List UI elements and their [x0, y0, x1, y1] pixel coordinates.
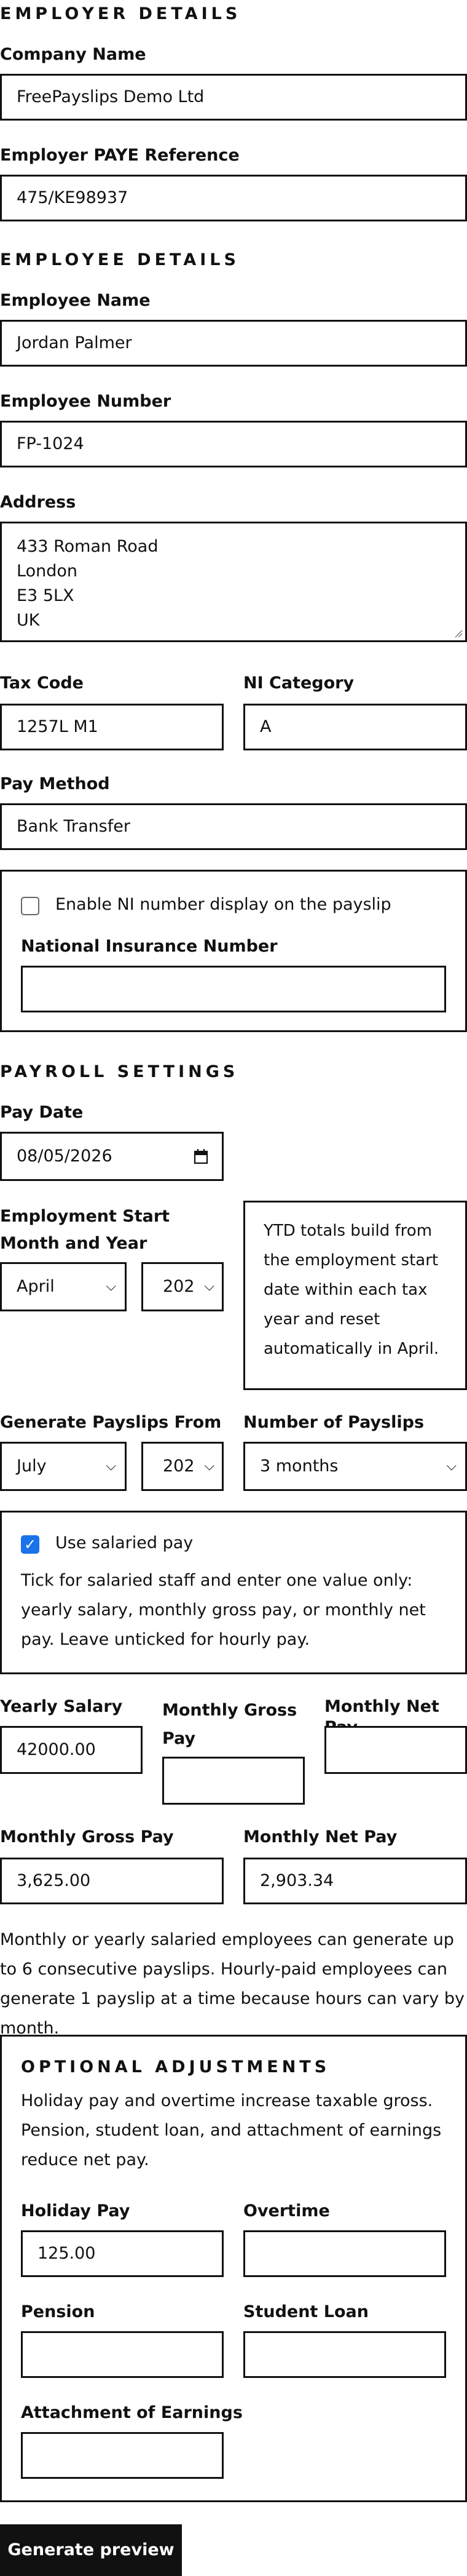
salaried-pay-checkbox[interactable] — [21, 1535, 39, 1554]
monthly-gross-field[interactable] — [0, 1858, 224, 1904]
holiday-pay-value: 125.00 — [37, 2244, 96, 2264]
employee-name-field[interactable] — [0, 320, 467, 367]
address-line: UK — [17, 611, 40, 630]
employer-details-heading: EMPLOYER DETAILS — [0, 4, 241, 23]
generate-from-year-value: 202 — [163, 1457, 195, 1476]
monthly-gross-label: Monthly Gross Pay — [0, 1827, 174, 1847]
attachment-of-earnings-label: Attachment of Earnings — [21, 2403, 243, 2422]
company-name-field[interactable] — [0, 74, 467, 121]
payslip-limit-note: Monthly or yearly salaried employees can generate up to 6 consecutive payslips. Hourly-paid employees can generate 1 payslip at a time because hours can vary by month. — [0, 1930, 465, 2038]
employee-name-value: Jordan Palmer — [17, 333, 132, 353]
monthly-net-input-field[interactable] — [324, 1726, 467, 1774]
employee-number-label: Employee Number — [0, 392, 171, 411]
monthly-net-value: 2,903.34 — [260, 1871, 334, 1891]
paye-reference-value: 475/KE98937 — [17, 188, 128, 208]
address-textarea[interactable] — [0, 522, 467, 642]
employee-number-field[interactable] — [0, 421, 467, 467]
pay-date-value: 08/05/2026 — [17, 1147, 112, 1166]
paye-reference-label: Employer PAYE Reference — [0, 146, 240, 165]
number-of-payslips-value: 3 months — [260, 1457, 339, 1476]
monthly-net-input-label: Monthly Net — [324, 1697, 439, 1716]
chevron-down-icon: ⌵ — [204, 1279, 214, 1294]
start-month-select[interactable] — [0, 1262, 127, 1311]
overtime-field[interactable] — [243, 2230, 446, 2277]
adjustments-note: Holiday pay and overtime increase taxable gross. Pension, student loan, and attachment of earnings reduce net pay. — [21, 2091, 442, 2169]
ytd-note: YTD totals build from the employment start date within each tax year and reset automatically in April. — [264, 1222, 439, 1358]
ni-display-checkbox-label[interactable]: Enable NI number display on the payslip — [55, 895, 391, 914]
generate-from-month-select[interactable] — [0, 1442, 127, 1491]
tax-code-value: 1257L M1 — [17, 717, 98, 737]
ni-number-field[interactable] — [21, 966, 446, 1012]
chevron-down-icon: ⌵ — [106, 1458, 116, 1474]
address-label: Address — [0, 493, 76, 512]
check-icon: ✓ — [23, 1536, 37, 1553]
address-line: London — [17, 562, 77, 581]
chevron-down-icon: ⌵ — [106, 1279, 116, 1294]
monthly-net-field[interactable] — [243, 1858, 467, 1904]
yearly-salary-label: Yearly Salary — [0, 1697, 123, 1716]
generate-from-label: Generate Payslips From — [0, 1413, 222, 1432]
pay-method-value: Bank Transfer — [17, 817, 130, 837]
calendar-icon[interactable] — [194, 1148, 208, 1164]
pension-field[interactable] — [21, 2331, 224, 2378]
salaried-pay-label[interactable]: Use salaried pay — [55, 1533, 194, 1552]
overtime-label: Overtime — [243, 2201, 330, 2220]
payroll-settings-heading: PAYROLL SETTINGS — [0, 1062, 239, 1081]
generate-preview-button[interactable]: Generate preview — [0, 2524, 182, 2576]
holiday-pay-field[interactable] — [21, 2230, 224, 2277]
ytd-info-box — [243, 1201, 467, 1390]
monthly-gross-value: 3,625.00 — [17, 1871, 91, 1891]
student-loan-field[interactable] — [243, 2331, 446, 2378]
pay-method-label: Pay Method — [0, 774, 110, 793]
tax-code-field[interactable] — [0, 704, 224, 750]
generate-from-month-value: July — [17, 1457, 47, 1476]
employee-number-value: FP-1024 — [17, 434, 84, 454]
employee-details-heading: EMPLOYEE DETAILS — [0, 250, 240, 269]
yearly-salary-field[interactable] — [0, 1726, 143, 1774]
ni-category-value: A — [260, 717, 272, 737]
address-line: E3 5LX — [17, 586, 74, 605]
start-year-select[interactable] — [141, 1262, 224, 1311]
ni-category-label: NI Category — [243, 674, 355, 693]
attachment-of-earnings-field[interactable] — [21, 2432, 224, 2479]
student-loan-label: Student Loan — [243, 2302, 369, 2321]
pay-date-field[interactable] — [0, 1132, 224, 1181]
monthly-gross-input-label: Monthly Gross Pay — [162, 1701, 297, 1748]
number-of-payslips-select[interactable] — [243, 1442, 467, 1491]
employee-name-label: Employee Name — [0, 291, 151, 310]
ni-number-label: National Insurance Number — [21, 937, 278, 956]
tax-code-label: Tax Code — [0, 674, 84, 693]
employment-start-label: Employment Start Month and Year — [0, 1207, 170, 1253]
paye-reference-field[interactable] — [0, 175, 467, 221]
start-year-value: 202 — [163, 1277, 195, 1297]
number-of-payslips-label: Number of Payslips — [243, 1413, 425, 1432]
holiday-pay-label: Holiday Pay — [21, 2201, 130, 2220]
yearly-salary-value: 42000.00 — [17, 1740, 96, 1760]
chevron-down-icon: ⌵ — [204, 1458, 214, 1474]
salaried-note: Tick for salaried staff and enter one value only: yearly salary, monthly gross pay, or monthly net pay. Leave unticked for hourly pay. — [21, 1571, 426, 1649]
ni-category-field[interactable] — [243, 704, 467, 750]
monthly-net-label: Monthly Net Pay — [243, 1827, 398, 1847]
start-month-value: April — [17, 1277, 55, 1297]
pay-date-label: Pay Date — [0, 1103, 84, 1122]
address-line: 433 Roman Road — [17, 537, 159, 556]
company-name-value: FreePayslips Demo Ltd — [17, 87, 205, 107]
pay-method-field[interactable] — [0, 803, 467, 850]
company-name-label: Company Name — [0, 45, 146, 64]
pension-label: Pension — [21, 2302, 95, 2321]
optional-adjustments-heading: OPTIONAL ADJUSTMENTS — [21, 2057, 331, 2077]
generate-from-year-select[interactable] — [141, 1442, 224, 1491]
chevron-down-icon: ⌵ — [446, 1458, 457, 1474]
ni-display-checkbox[interactable] — [21, 897, 39, 915]
monthly-gross-input-field[interactable] — [162, 1757, 305, 1805]
resize-handle-icon[interactable] — [454, 629, 463, 638]
